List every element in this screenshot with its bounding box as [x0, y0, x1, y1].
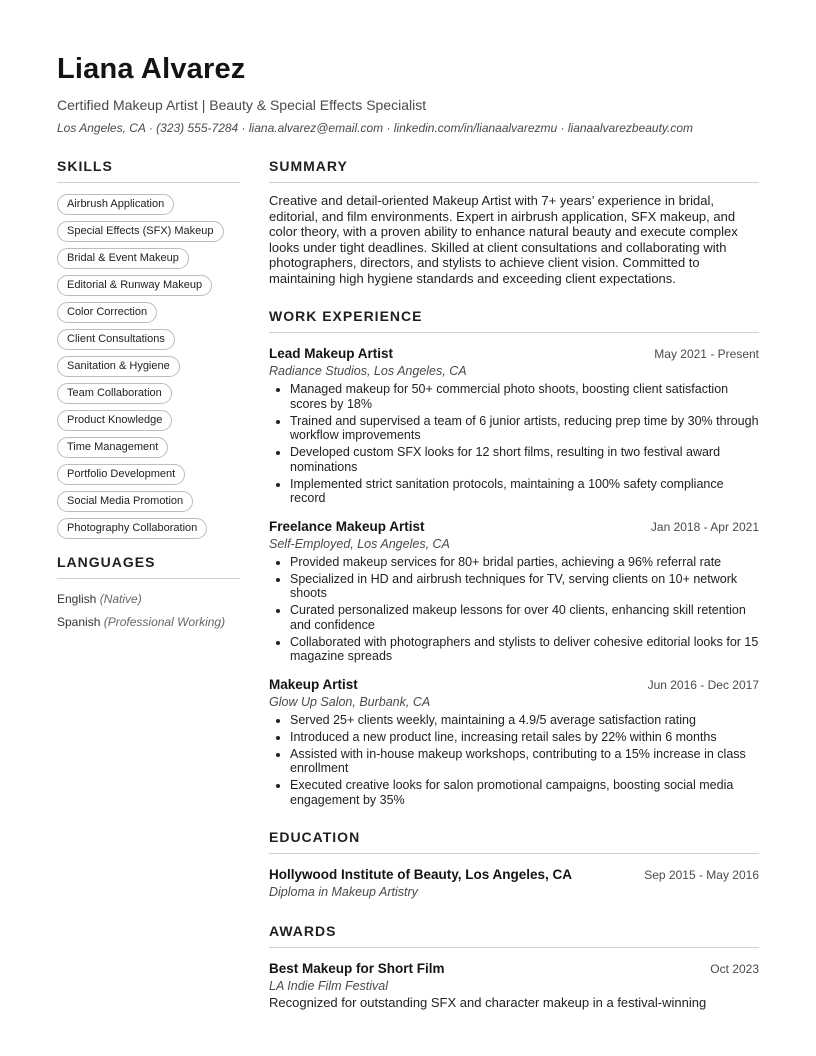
job-dates: Jun 2016 - Dec 2017: [647, 677, 759, 692]
award-title: Best Makeup for Short Film: [269, 961, 445, 976]
job-bullet: • Provided makeup services for 80+ bridal parties, achieving a 96% referral rate: [290, 555, 759, 570]
left-column: [57, 157, 240, 636]
languages-list: [57, 590, 240, 632]
job-bullets: [269, 382, 759, 506]
job-organization: Radiance Studios, Los Angeles, CA: [269, 364, 467, 378]
education-heading: EDUCATION: [269, 828, 759, 854]
skill-chip: Photography Collaboration: [57, 518, 207, 539]
job-entry: [269, 518, 759, 664]
job-title: Makeup Artist: [269, 676, 358, 692]
job-title: Freelance Makeup Artist: [269, 518, 425, 534]
award-date: Oct 2023: [710, 962, 759, 976]
language-name: Spanish: [57, 615, 101, 629]
job-dates: May 2021 - Present: [654, 347, 759, 361]
candidate-name: Liana Alvarez: [57, 53, 246, 85]
skill-chip: Editorial & Runway Makeup: [57, 275, 212, 296]
job-bullet: • Assisted with in-house makeup workshops, contributing to a 15% increase in class enrollment: [290, 747, 759, 776]
awards-heading: AWARDS: [269, 922, 759, 948]
language-level: (Native): [99, 592, 142, 606]
award-organization: LA Indie Film Festival: [269, 979, 389, 993]
job-bullet: • Served 25+ clients weekly, maintaining a 4.9/5 average satisfaction rating: [290, 713, 759, 728]
skill-chip: Time Management: [57, 437, 168, 458]
language-item: [57, 613, 240, 632]
award-description: Recognized for outstanding SFX and character makeup in a festival-winning: [269, 995, 707, 1010]
school-name: Hollywood Institute of Beauty, Los Angeles, CA: [269, 867, 573, 882]
languages-heading: LANGUAGES: [57, 553, 240, 579]
job-dates: Jan 2018 - Apr 2021: [650, 519, 759, 534]
job-entry: [269, 345, 759, 506]
skill-chip: Color Correction: [57, 302, 157, 323]
job-entry: [269, 676, 759, 808]
education-dates: Sep 2015 - May 2016: [644, 868, 759, 882]
job-organization: Glow Up Salon, Burbank, CA: [269, 694, 431, 709]
skill-chip: Sanitation & Hygiene: [57, 356, 180, 377]
contact-line: Los Angeles, CA · (323) 555-7284 · liana.alvarez@email.com · linkedin.com/in/lianaalvarezmu · lianaalvarezbeauty.com: [57, 121, 694, 135]
language-name: English: [57, 592, 97, 606]
summary-heading: SUMMARY: [269, 157, 759, 183]
skill-chip: Special Effects (SFX) Makeup: [57, 221, 224, 242]
job-bullets: [269, 713, 759, 808]
job-bullet: • Developed custom SFX looks for 12 short films, resulting in two festival award nominations: [290, 445, 759, 474]
job-bullet: • Curated personalized makeup lessons for over 40 clients, enhancing skill retention and confidence: [290, 603, 759, 632]
skill-chip: Airbrush Application: [57, 194, 174, 215]
candidate-title: Certified Makeup Artist | Beauty & Special Effects Specialist: [57, 97, 427, 113]
job-bullet: • Trained and supervised a team of 6 junior artists, reducing prep time by 30% through workflow improvements: [290, 414, 759, 443]
skill-chip: Social Media Promotion: [57, 491, 193, 512]
experience-heading: WORK EXPERIENCE: [269, 307, 759, 333]
skill-chip: Bridal & Event Makeup: [57, 248, 189, 269]
resume-header: [57, 52, 767, 136]
language-item: [57, 590, 240, 609]
skill-chip: Product Knowledge: [57, 410, 172, 431]
job-bullet: • Collaborated with photographers and stylists to deliver cohesive editorial looks for 15 magazine spreads: [290, 635, 759, 664]
job-title: Lead Makeup Artist: [269, 346, 394, 361]
skills-heading: SKILLS: [57, 157, 240, 183]
degree-name: Diploma in Makeup Artistry: [269, 885, 418, 899]
right-column: [269, 157, 759, 1011]
job-bullet: • Introduced a new product line, increasing retail sales by 22% within 6 months: [290, 730, 759, 745]
job-bullet: • Specialized in HD and airbrush techniques for TV, serving clients on 10+ network shoots: [290, 572, 759, 601]
job-bullet: • Implemented strict sanitation protocols, maintaining a 100% safety compliance record: [290, 477, 759, 506]
skill-chip: Team Collaboration: [57, 383, 172, 404]
summary-text: Creative and detail-oriented Makeup Artist with 7+ years’ experience in bridal, editorial, and film environments. Expert in airbrush application, SFX makeup, and color theory, with a proven ability to enhance natural beauty and execute complex looks under tight deadlines. Skilled at client consultations and collaborating with photographers, directors, and stylists to achieve client vision. Committed to maintaining high hygiene standards and exceeding client expectations.: [269, 193, 738, 286]
job-bullet: • Executed creative looks for salon promotional campaigns, boosting social media engagement by 35%: [290, 778, 759, 807]
skill-chip: Client Consultations: [57, 329, 175, 350]
award-entry: [269, 960, 759, 1011]
skills-list: [57, 194, 240, 539]
education-entry: [269, 866, 759, 901]
skill-chip: Portfolio Development: [57, 464, 185, 485]
job-bullet: • Managed makeup for 50+ commercial photo shoots, boosting client satisfaction scores by 18%: [290, 382, 759, 411]
job-bullets: [269, 555, 759, 664]
job-organization: Self-Employed, Los Angeles, CA: [269, 536, 450, 551]
language-level: (Professional Working): [103, 615, 226, 629]
